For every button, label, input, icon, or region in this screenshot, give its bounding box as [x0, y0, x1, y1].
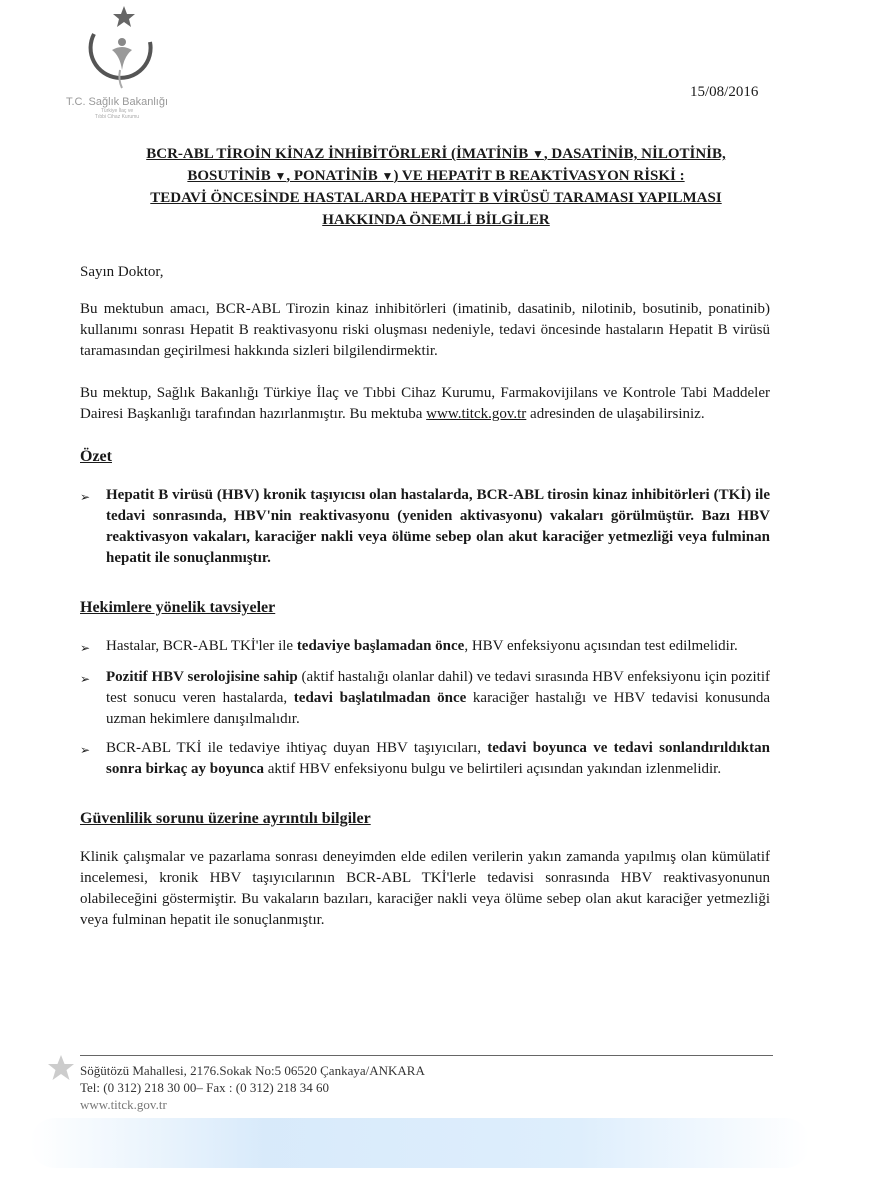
- summary-heading: Özet: [80, 448, 112, 465]
- summary-item: [80, 485, 770, 569]
- black-triangle-icon: ▼: [274, 169, 287, 183]
- title-line-2: BOSUTİNİB ▼, PONATİNİB ▼) VE HEPATİT B REAKTİVASYON RİSKİ :: [187, 168, 685, 184]
- recommendation-item: ➢ Hastalar, BCR-ABL TKİ'ler ile tedaviye başlamadan önce, HBV enfeksiyonu açısından test edilmelidir.: [80, 636, 770, 659]
- footer-address: Söğütözü Mahallesi, 2176.Sokak No:5 06520 Çankaya/ANKARA: [80, 1063, 425, 1078]
- ministry-logo-icon: [72, 4, 162, 96]
- intro-paragraph: Bu mektubun amacı, BCR-ABL Tirozin kinaz inhibitörleri (imatinib, dasatinib, nilotinib, bosutinib, ponatinib) kullanımı sonrası Hepatit B reaktivasyonu riski oluşması nedeniyle, tedavi öncesinde hastaların Hepatit B virüsü taramasından geçirilmesi hakkında sizleri bilgilendirmektir.: [80, 301, 770, 359]
- black-triangle-icon: ▼: [381, 169, 394, 183]
- arrow-bullet-icon: ➢: [80, 743, 91, 757]
- ministry-logo: [52, 4, 182, 134]
- document-title: [80, 143, 792, 231]
- title-line-3: TEDAVİ ÖNCESİNDE HASTALARDA HEPATİT B VİRÜSÜ TARAMASI YAPILMASI: [150, 190, 722, 206]
- arrow-bullet-icon: ➢: [80, 672, 91, 686]
- summary-text: Hepatit B virüsü (HBV) kronik taşıyıcısı olan hastalarda, BCR-ABL tirosin kinaz inhibitörleri (TKİ) ile tedavi sonrasında, HBV'nin reaktivasyonu (yeniden aktivasyonu) vakaları görülmüştür. Bazı HBV reaktivasyon vakaları, karaciğer nakli veya ölüme sebep olan akut karaciğer yetmezliği veya fulminan hepatit ile sonuçlanmıştır.: [106, 487, 770, 566]
- logo-subtitle-1: Türkiye İlaç ve: [100, 108, 134, 114]
- logo-subtitle-2: Tıbbi Cihaz Kurumu: [94, 114, 140, 120]
- black-triangle-icon: ▼: [532, 147, 544, 161]
- greeting: Sayın Doktor,: [80, 264, 164, 280]
- logo-name: T.C. Sağlık Bakanlığı: [65, 96, 169, 108]
- letter-date: 15/08/2016: [690, 84, 759, 100]
- recommendation-item: ➢ Pozitif HBV serolojisine sahip (aktif hastalığı olanlar dahil) ve tedavi sırasında HBV enfeksiyonu için pozitif test sonucu veren hastalarda, tedavi başlatılmadan önce karaciğer hastalığı ve HBV tedavisi konusunda uzman hekimlere danışılmalıdır.: [80, 667, 770, 730]
- prepared-by-paragraph: Bu mektup, Sağlık Bakanlığı Türkiye İlaç ve Tıbbi Cihaz Kurumu, Farmakovijilans ve Kontrole Tabi Maddeler Dairesi Başkanlığı tarafından hazırlanmıştır. Bu mektuba www.titck.gov.tr adresinden de ulaşabilirsiniz.: [80, 385, 770, 422]
- star-icon: [46, 1054, 76, 1082]
- footer-divider: [80, 1055, 773, 1056]
- arrow-bullet-icon: ➢: [80, 490, 91, 504]
- recommendation-item: ➢ BCR-ABL TKİ ile tedaviye ihtiyaç duyan HBV taşıyıcıları, tedavi boyunca ve tedavi sonlandırıldıktan sonra birkaç ay boyunca aktif HBV enfeksiyonu bulgu ve belirtileri açısından yakından izlenmelidir.: [80, 738, 770, 780]
- safety-paragraph: Klinik çalışmalar ve pazarlama sonrası deneyimden elde edilen verilerin yakın zamanda yapılmış olan kümülatif incelemesi, kronik HBV taşıyıcılarının BCR-ABL TKİ'lerle tedavisi sonrasında HBV reaktivasyonunun olabileceğini göstermiştir. Bu vakaların bazıları, karaciğer nakli veya ölüme sebep olan akut karaciğer yetmezliği veya fulminan hepatit ile sonuçlanmıştır.: [80, 849, 770, 928]
- footer-website-link[interactable]: www.titck.gov.tr: [80, 1097, 167, 1112]
- safety-heading: Güvenlilik sorunu üzerine ayrıntılı bilgiler: [80, 810, 371, 827]
- recommendations-heading: Hekimlere yönelik tavsiyeler: [80, 599, 276, 616]
- letter-body: [80, 262, 770, 931]
- website-link[interactable]: www.titck.gov.tr: [426, 406, 527, 422]
- footer-phone: Tel: (0 312) 218 30 00– Fax : (0 312) 218 34 60: [80, 1080, 329, 1095]
- title-line-1: BCR-ABL TİROİN KİNAZ İNHİBİTÖRLERİ (İMATİNİB ▼, DASATİNİB, NİLOTİNİB,: [146, 146, 726, 162]
- decorative-band: [30, 1118, 810, 1168]
- title-line-4: HAKKINDA ÖNEMLİ BİLGİLER: [322, 212, 550, 228]
- arrow-bullet-icon: ➢: [80, 641, 91, 655]
